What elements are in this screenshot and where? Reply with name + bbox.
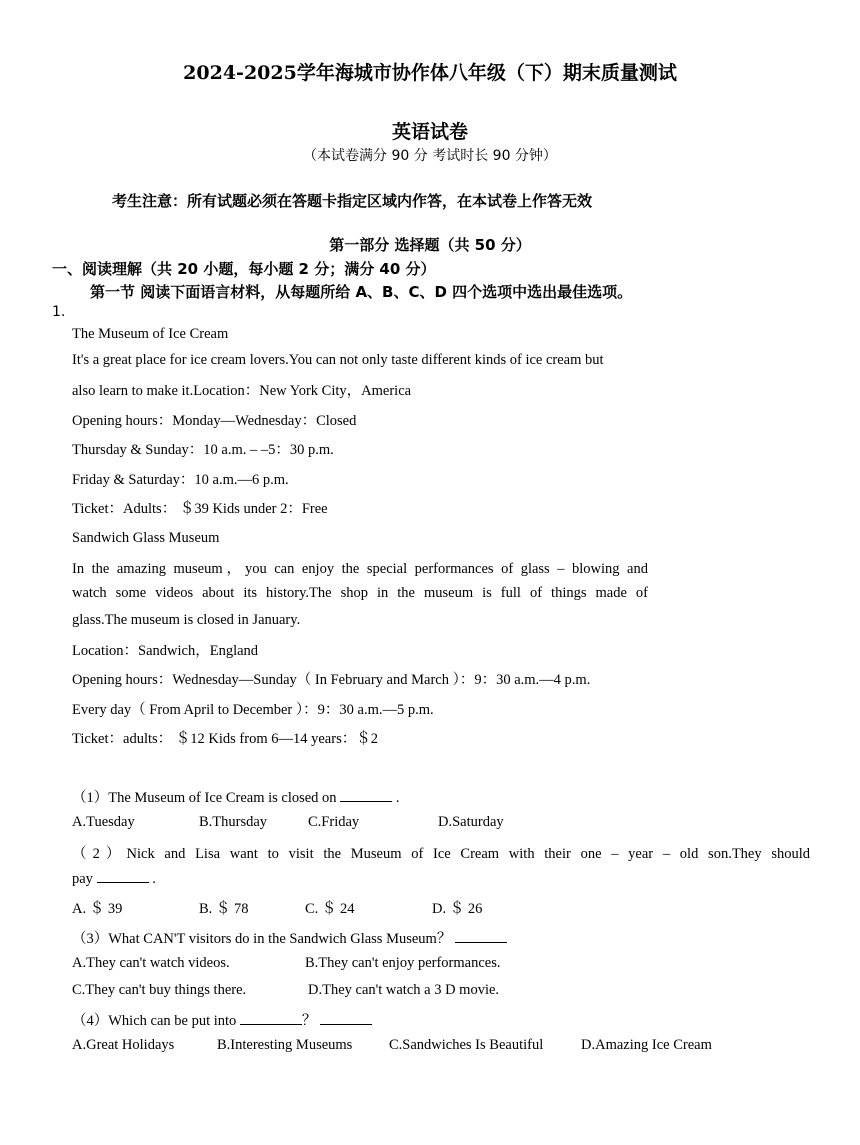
option-c: C. ＄ 24 (305, 901, 355, 917)
section-instruction: 第一节 阅读下面语言材料，从每题所给 A、B、C、D 四个选项中选出最佳选项。 (90, 283, 633, 301)
subject-title: 英语试卷 (391, 121, 468, 143)
answer-blank (340, 789, 392, 802)
option-b: B. ＄ 78 (199, 901, 249, 917)
passage-line: It's a great place for ice cream lovers.You can not only taste different kinds of ice cream but (72, 352, 604, 368)
question-stem: （1）The Museum of Ice Cream is closed on . (72, 790, 400, 806)
reading-heading: 一、阅读理解（共 20 小题，每小题 2 分；满分 40 分） (52, 260, 436, 278)
passage-line: glass.The museum is closed in January. (72, 612, 301, 628)
option-c: C.Friday (308, 814, 360, 830)
question-stem: （3）What CAN'T visitors do in the Sandwich Glass Museum？ (72, 927, 507, 948)
passage-line: also learn to make it.Location：New York City，America (72, 383, 412, 399)
option-d: D.They can't watch a 3 D movie. (308, 982, 500, 998)
option-c: C.Sandwiches Is Beautiful (389, 1037, 544, 1053)
ticket-price: Ticket：adults： ＄12 Kids from 6—14 years：＄2 (72, 731, 378, 747)
option-c: C.They can't buy things there. (72, 982, 247, 998)
option-a: A.Tuesday (72, 814, 135, 830)
exam-info: （本试卷满分 90 分 考试时长 90 分钟） (303, 148, 557, 164)
museum-location: Location：Sandwich，England (72, 643, 259, 659)
option-d: D. ＄ 26 (432, 901, 483, 917)
question-number: 1. (52, 304, 66, 320)
museum-name: Sandwich Glass Museum (72, 530, 220, 546)
option-d: D.Amazing Ice Cream (581, 1037, 712, 1053)
opening-hours: Thursday & Sunday：10 a.m. – –5：30 p.m. (72, 442, 334, 458)
exam-title: 2024-2025学年海城市协作体八年级（下）期末质量测试 (183, 62, 677, 84)
option-b: B.Interesting Museums (217, 1037, 353, 1053)
answer-blank (455, 930, 507, 943)
opening-hours: Opening hours：Monday—Wednesday：Closed (72, 413, 357, 429)
option-b: B.They can't enjoy performances. (305, 955, 501, 971)
option-d: D.Saturday (438, 814, 504, 830)
question-stem: （4）Which can be put into ？ (72, 1009, 372, 1030)
opening-hours: Opening hours：Wednesday—Sunday（ In February and March ）：9：30 a.m.—4 p.m. (72, 672, 591, 688)
part-heading: 第一部分 选择题（共 50 分） (329, 236, 531, 254)
answer-blank (240, 1012, 302, 1025)
question-stem-continued: pay . (72, 871, 156, 887)
passage-line: In the amazing museum，you can enjoy the special performances of glass – blowing and (72, 561, 648, 577)
option-b: B.Thursday (199, 814, 268, 830)
question-stem: （2）Nick and Lisa want to visit the Museum of Ice Cream with their one – year – old son.They should (72, 846, 810, 862)
opening-hours: Every day（ From April to December ）：9：30 a.m.—5 p.m. (72, 702, 434, 718)
exam-notice: 考生注意：所有试题必须在答题卡指定区域内作答，在本试卷上作答无效 (112, 192, 593, 210)
passage-line: watch some videos about its history.The shop in the museum is full of things made of (72, 585, 648, 601)
option-a: A.Great Holidays (72, 1037, 175, 1053)
option-a: A.They can't watch videos. (72, 955, 230, 971)
opening-hours: Friday & Saturday：10 a.m.—6 p.m. (72, 472, 289, 488)
museum-name: The Museum of Ice Cream (72, 326, 229, 342)
answer-blank (97, 870, 149, 883)
ticket-price: Ticket：Adults： ＄39 Kids under 2：Free (72, 501, 328, 517)
answer-blank (320, 1012, 372, 1025)
option-a: A. ＄ 39 (72, 901, 123, 917)
